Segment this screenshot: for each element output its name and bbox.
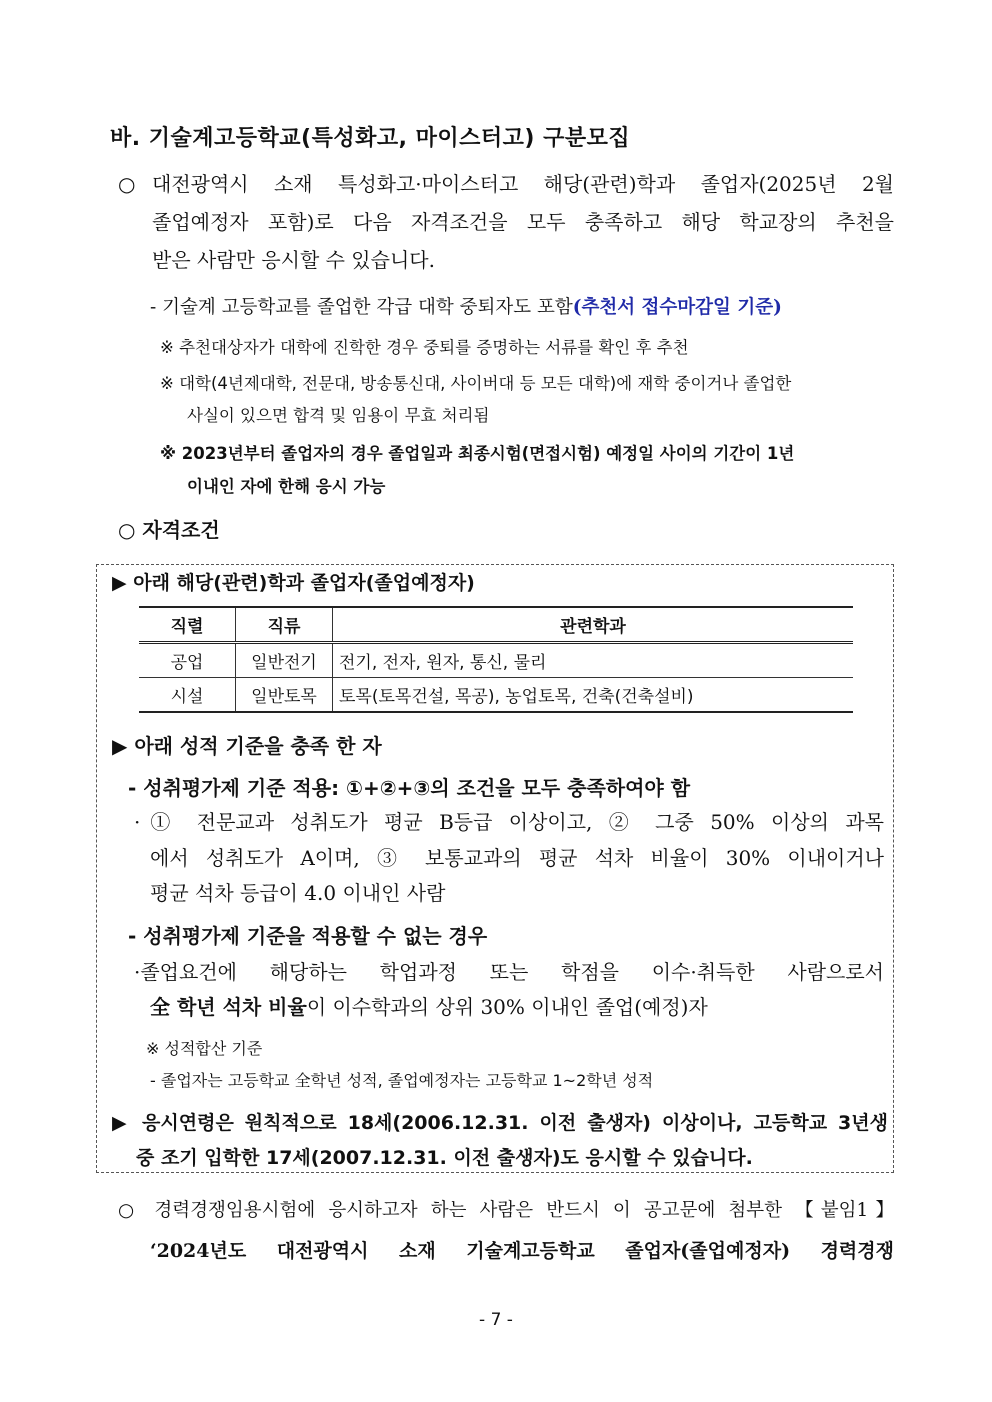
- intro-bullet: ○: [118, 172, 136, 196]
- dropout-note: [150, 293, 782, 319]
- section-heading: 바. 기술계고등학교(특성화고, 마이스터고) 구분모집: [110, 126, 631, 151]
- department-table: [139, 606, 853, 713]
- grade-rule-1: - 성취평가제 기준 적용: ①+②+③의 조건을 모두 충족하여야 함: [128, 776, 691, 800]
- table-row: [139, 678, 853, 713]
- cell-departments: 전기, 전자, 원자, 통신, 물리: [333, 643, 854, 678]
- qualification-heading: ○ 자격조건: [118, 518, 220, 542]
- grade-rule-2-rest: 이 이수학과의 상위 30% 이내인 졸업(예정)자: [306, 995, 708, 1019]
- age-rule-line-2: 중 조기 입학한 17세(2007.12.31. 이전 출생자)도 응시할 수 있습니다.: [136, 1147, 753, 1169]
- intro-line-2: 졸업예정자 포함)로 다음 자격조건을 모두 충족하고 해당 학교장의 추천을: [152, 210, 894, 234]
- cell-class: 일반전기: [236, 643, 333, 678]
- sum-note-detail: - 졸업자는 고등학교 全학년 성적, 졸업예정자는 고등학교 1~2학년 성적: [150, 1071, 654, 1090]
- grade-rule-2: - 성취평가제 기준을 적용할 수 없는 경우: [128, 924, 488, 948]
- closing-line-2: ‘2024년도 대전광역시 소재 기술계고등학교 졸업자(졸업예정자) 경력경쟁: [150, 1240, 894, 1262]
- grade-title: ▶ 아래 성적 기준을 충족 한 자: [112, 734, 382, 758]
- grade-rule-2-line-1: ·졸업요건에 해당하는 학업과정 또는 학점을 이수·취득한 사람으로서: [134, 960, 884, 984]
- table-row: [139, 643, 853, 678]
- grade-rule-1-line-1: ·① 전문교과 성취도가 평균 B등급 이상이고, ② 그중 50% 이상의 과목: [134, 810, 884, 834]
- header-class: 직류: [236, 607, 333, 643]
- page-number: - 7 -: [479, 1310, 513, 1330]
- note-2-line-1: ※ 대학(4년제대학, 전문대, 방송통신대, 사이버대 등 모든 대학)에 재학 중이거나 졸업한: [160, 374, 792, 393]
- intro-line-1: 대전광역시 소재 특성화고·마이스터고 해당(관련)학과 졸업자(2025년 2월: [152, 172, 894, 196]
- cell-departments: 토목(토목건설, 목공), 농업토목, 건축(건축설비): [333, 678, 854, 713]
- note-3-line-1: ※ 2023년부터 졸업자의 경우 졸업일과 최종시험(면접시험) 예정일 사이의 기간이 1년: [160, 444, 795, 463]
- cell-series: 시설: [139, 678, 236, 713]
- table-header-row: [139, 607, 853, 643]
- cell-class: 일반토목: [236, 678, 333, 713]
- dept-title: ▶ 아래 해당(관련)학과 졸업자(졸업예정자): [112, 572, 475, 594]
- grade-rule-1-line-2: 에서 성취도가 A이며, ③ 보통교과의 평균 석차 비율이 30% 이내이거나: [150, 846, 884, 870]
- grade-rule-2-bold: 全 학년 석차 비율: [150, 995, 307, 1019]
- intro-line-3: 받은 사람만 응시할 수 있습니다.: [152, 248, 435, 272]
- dropout-note-text: - 기술계 고등학교를 졸업한 각급 대학 중퇴자도 포함: [150, 297, 573, 318]
- note-2-line-2: 사실이 있으면 합격 및 임용이 무효 처리됨: [187, 406, 490, 425]
- note-3-line-2: 이내인 자에 한해 응시 가능: [187, 477, 386, 496]
- age-rule-line-1: ▶ 응시연령은 원칙적으로 18세(2006.12.31. 이전 출생자) 이상이나, 고등학교 3년생: [112, 1112, 888, 1134]
- note-1: ※ 추천대상자가 대학에 진학한 경우 중퇴를 증명하는 서류를 확인 후 추천: [160, 338, 689, 357]
- grade-rule-2-line-2: [150, 989, 708, 1025]
- dropout-note-highlight: (추천서 접수마감일 기준): [572, 297, 782, 318]
- header-series: 직렬: [139, 607, 236, 643]
- sum-note: ※ 성적합산 기준: [146, 1039, 263, 1058]
- closing-line-1: ○ 경력경쟁임용시험에 응시하고자 하는 사람은 반드시 이 공고문에 첨부한 【붙임1】: [118, 1200, 894, 1221]
- header-departments: 관련학과: [333, 607, 854, 643]
- cell-series: 공업: [139, 643, 236, 678]
- grade-rule-1-line-3: 평균 석차 등급이 4.0 이내인 사람: [150, 881, 446, 905]
